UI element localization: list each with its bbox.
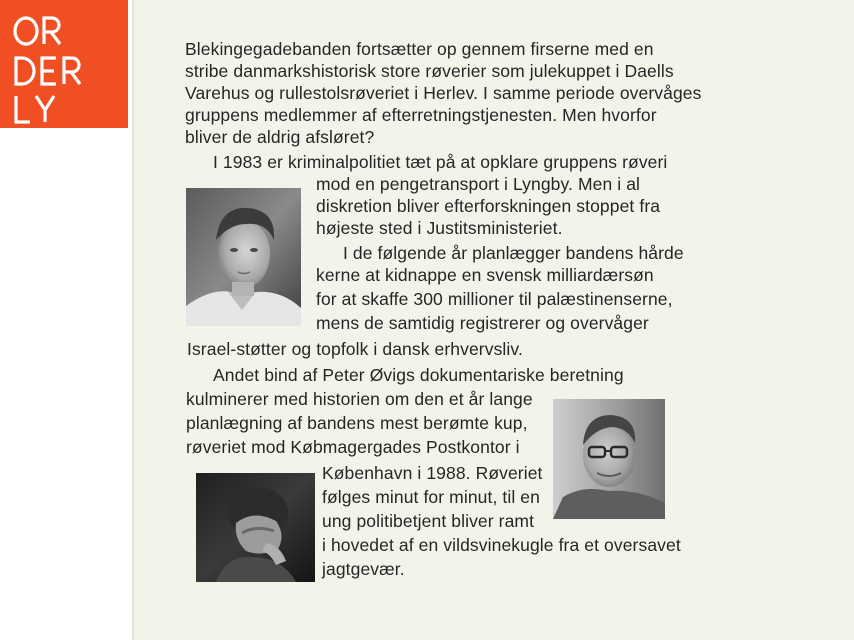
orderly-logo-mark bbox=[0, 0, 128, 128]
text-line: kerne at kidnappe en svensk milliardærsøn bbox=[316, 265, 654, 285]
text-line: København i 1988. Røveriet bbox=[322, 463, 543, 483]
text-line: Andet bind af Peter Øvigs dokumentariske beretning bbox=[213, 365, 624, 385]
text-line: mod en pengetransport i Lyngby. Men i al bbox=[316, 174, 641, 194]
text-line: bliver de aldrig afsløret? bbox=[185, 127, 375, 147]
text-line: i hovedet af en vildsvinekugle fra et oversavet bbox=[322, 535, 681, 555]
portrait-photo-man-glasses bbox=[553, 399, 665, 519]
text-line: røveriet mod Købmagergades Postkontor i bbox=[186, 437, 520, 457]
text-line: I de følgende år planlægger bandens hårde bbox=[343, 243, 684, 263]
cover-edge bbox=[132, 0, 134, 640]
text-line: planlægning af bandens mest berømte kup, bbox=[186, 413, 528, 433]
text-line: jagtgevær. bbox=[322, 559, 405, 579]
text-line: Israel-støtter og topfolk i dansk erhvervsliv. bbox=[187, 339, 523, 359]
text-line: stribe danmarkshistorisk store røverier som julekuppet i Daells bbox=[185, 61, 674, 81]
text-line: ung politibetjent bliver ramt bbox=[322, 511, 535, 531]
text-line: diskretion bliver efterforskningen stoppet fra bbox=[316, 196, 661, 216]
text-line: gruppens medlemmer af efterretningstjenesten. Men hvorfor bbox=[185, 105, 657, 125]
text-line: mens de samtidig registrerer og overvåger bbox=[316, 313, 649, 333]
text-line: Varehus og rullestolsrøveriet i Herlev. I samme periode overvåges bbox=[185, 83, 702, 103]
portrait-photo-young-man bbox=[186, 188, 301, 326]
photo-person-covering-face bbox=[196, 473, 315, 582]
portrait-photo-image bbox=[186, 188, 301, 326]
orderly-logo bbox=[0, 0, 128, 128]
text-line: for at skaffe 300 millioner til palæstinenserne, bbox=[316, 289, 673, 309]
text-line: kulminerer med historien om den et år lange bbox=[186, 389, 533, 409]
portrait-photo-image bbox=[553, 399, 665, 519]
text-line: I 1983 er kriminalpolitiet tæt på at opklare gruppens røveri bbox=[213, 152, 668, 172]
text-line: højeste sted i Justitsministeriet. bbox=[316, 218, 563, 238]
text-line: følges minut for minut, til en bbox=[322, 487, 540, 507]
photo-image bbox=[196, 473, 315, 582]
text-line: Blekingegadebanden fortsætter op gennem firserne med en bbox=[185, 39, 654, 59]
